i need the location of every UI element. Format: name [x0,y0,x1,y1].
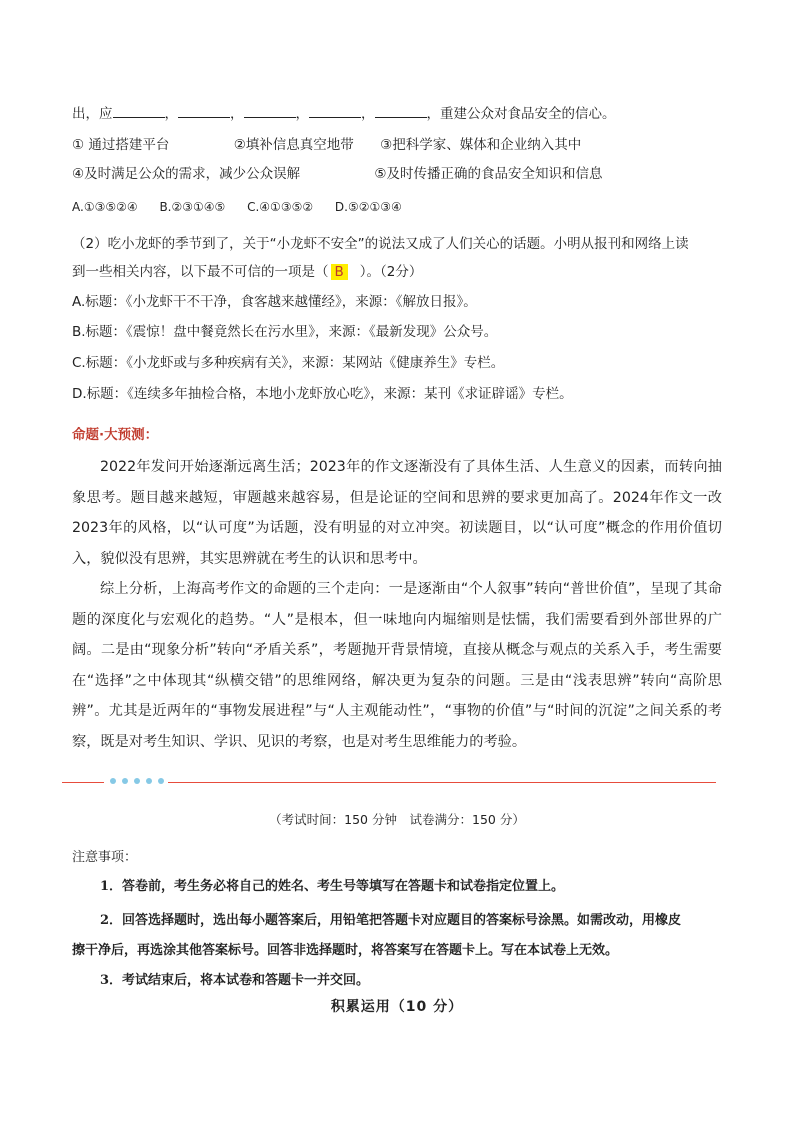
dot-icon [146,778,152,784]
q1-choices-row1 [72,135,609,155]
dot-icon [110,778,116,784]
q1-choices-row2 [72,164,631,184]
paragraph-1: 2022年发问开始逐渐远离生活；2023年的作文逐渐没有了具体生活、人生意义的因素，而转向抽象思考。题目越来越短，审题越来越容易，但是论证的空间和思辨的要求更加高了。2024年作文一改2023年的风格，以“认可度”为话题，没有明显的对立冲突。初读题目，以“认可度”概念的作用价值切入，貌似没有思辨，其实思辨就在考生的认识和思考中。 [72,459,722,567]
q2-option-d: D.标题：《连续多年抽检合格，本地小龙虾放心吃》，来源：某刊《求证辟谣》专栏。 [72,386,573,402]
q2-stem-prefix: 到一些相关内容，以下最不可信的一项是（ [72,264,329,280]
q1-options [72,197,402,217]
notice-item-2: 2．回答选择题时，选出每小题答案后，用铅笔把答题卡对应题目的答案标号涂黑。如需改动，用橡皮 [100,913,682,928]
option-c: C.④①③⑤② [247,200,314,214]
dot-icon [158,778,164,784]
paragraph-2: 综上分析，上海高考作文的命题的三个走向：一是逐渐由“个人叙事”转向“普世价值”，呈现了其命题的深度化与宏观化的趋势。“人”是根本，但一味地向内堀缩则是怯懦，我们需要看到外部世界的广阔。二是由“现象分析”转向“矛盾关系”，考题抛开背景情境，直接从概念与观点的关系入手，考生需要在“选择”之中体现其“纵横交错”的思维网络，解决更为复杂的问题。三是由“浅表思辨”转向“高阶思辨”。尤其是近两年的“事物发展进程”与“人主观能动性”，“事物的价值”与“时间的沉淀”之间关系的考察，既是对考生知识、学识、见识的考察，也是对考生思维能力的考验。 [72,581,722,750]
notice-title: 注意事项： [72,850,138,865]
blank-separator: ， [361,106,375,122]
q1-stem-prefix: 出，应 [72,106,113,122]
option-b: B.②③①④⑤ [159,200,226,214]
notice-item-1: 1．答卷前，考生务必将自己的姓名、考生号等填写在答题卡和试卷指定位置上。 [100,879,565,894]
section-heading-a: 命题· [72,427,105,443]
subsection-title: 积累运用（10 分） [330,999,464,1015]
q2-option-a: A.标题：《小龙虾干不干净，食客越来越懂经》，来源：《解放日报》。 [72,294,477,310]
answer-blank [113,105,165,118]
divider-line-right [168,782,716,783]
divider-line-left [62,782,104,783]
exam-info: （考试时间：150 分钟 试卷满分：150 分） [269,812,525,827]
blank-separator: ， [295,106,309,122]
answer-blank [244,105,296,118]
notice-item-3: 3．考试结束后，将本试卷和答题卡一并交回。 [100,973,370,988]
q2-stem-line2 [72,262,422,282]
section-heading-b: 大预测 [104,427,145,443]
choice-item: ③把科学家、媒体和企业纳入其中 [380,137,582,153]
blank-separator: ， [230,106,244,122]
option-a: A.①③⑤②④ [72,200,138,214]
analysis-paragraphs [72,452,722,757]
section-heading [72,423,158,443]
dot-icon [122,778,128,784]
q2-option-c: C.标题：《小龙虾或与多种疾病有关》，来源：某网站《健康养生》专栏。 [72,355,505,371]
answer-blank [309,105,361,118]
answer-blank [375,105,427,118]
q2-stem-line1: （2）吃小龙虾的季节到了，关于“小龙虾不安全”的说法又成了人们关心的话题。小明从报刊和网络上读 [72,236,689,252]
choice-item: ① 通过搭建平台 [72,137,170,153]
answer-blank [178,105,230,118]
choice-item: ②填补信息真空地带 [233,137,354,153]
q2-stem-suffix: ）。（2分） [359,264,423,280]
decorative-divider [0,780,794,786]
divider-dots [110,778,164,784]
notice-item-2-cont: 擦干净后，再选涂其他答案标号。回答非选择题时，将答案写在答题卡上。写在本试卷上无效。 [72,943,619,958]
blank-separator: ， [164,106,178,122]
choice-item: ④及时满足公众的需求，减少公众误解 [72,166,301,182]
option-d: D.⑤②①③④ [334,200,402,214]
choice-item: ⑤及时传播正确的食品安全知识和信息 [374,166,603,182]
dot-icon [134,778,140,784]
section-heading-c: ： [144,427,159,443]
q1-stem [72,104,616,124]
q2-option-b: B.标题：《震惊！盘中餐竟然长在污水里》，来源：《最新发现》公众号。 [72,324,498,340]
q1-stem-suffix: ，重建公众对食品安全的信心。 [426,106,616,122]
highlighted-answer: B [331,264,348,280]
